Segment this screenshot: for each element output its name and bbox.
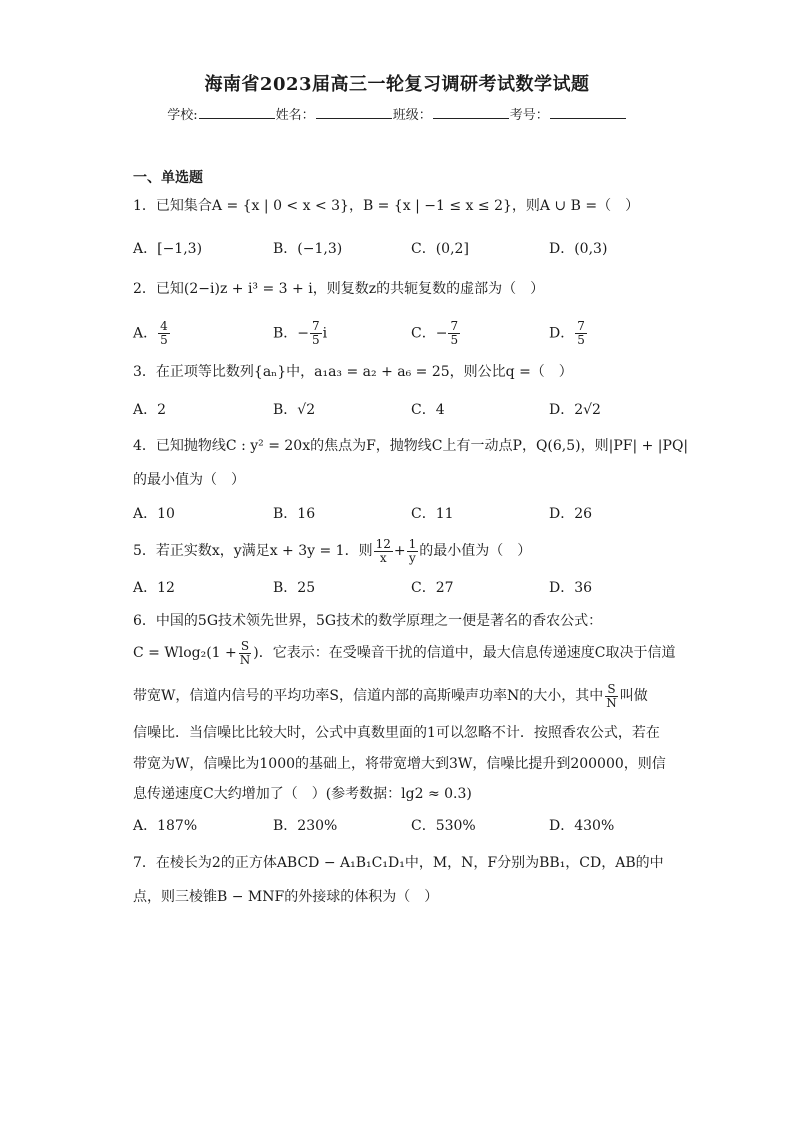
q2-option-b[interactable] — [273, 320, 327, 347]
fraction-suffix: i — [322, 325, 328, 342]
question-6-line-3 — [133, 680, 648, 712]
q6-line3-pre: 带宽W，信道内信号的平均功率S，信道内部的高斯噪声功率N的大小，其中 — [133, 688, 604, 704]
question-6-line-5: 带宽为W，信噪比为1000的基础上，将带宽增大到3W，信噪比提升到200000，则信 — [133, 756, 666, 772]
question-6-line-2 — [133, 636, 675, 670]
q6-option-d[interactable]: D．430% — [549, 818, 615, 834]
fraction-numerator: 7 — [450, 319, 459, 333]
name-blank[interactable] — [316, 106, 392, 119]
q6-line3-post: 叫做 — [619, 688, 648, 704]
question-7-line-1: 7．在棱长为2的正方体ABCD − A₁B₁C₁D₁中，M，N，F分别为BB₁，CD，AB的中 — [133, 855, 664, 871]
q2-option-d[interactable] — [549, 320, 588, 347]
question-2-stem: 2．已知(2−i)z + i³ = 3 + i，则复数z的共轭复数的虚部为（ ） — [133, 281, 545, 297]
question-4-stem: 4．已知抛物线C : y² = 20x的焦点为F，抛物线C上有一动点P，Q(6,5)，则|PF| + |PQ| — [133, 438, 689, 454]
q5-fraction-b — [407, 538, 419, 565]
number-blank[interactable] — [550, 106, 626, 119]
section-heading: 一、单选题 — [133, 170, 203, 186]
q2-option-b-label: B．− — [273, 325, 310, 342]
class-label: 班级： — [392, 108, 432, 123]
q3-option-d[interactable]: D．2√2 — [549, 402, 601, 418]
question-4-options — [133, 503, 693, 525]
fraction-denominator: N — [606, 695, 617, 710]
class-blank[interactable] — [433, 106, 509, 119]
fraction-denominator: x — [379, 550, 387, 565]
question-6-line-6: 息传递速度C大约增加了（ ）(参考数据：lg2 ≈ 0.3) — [133, 786, 472, 802]
q4-option-b[interactable]: B．16 — [273, 506, 316, 522]
fraction-numerator: 7 — [312, 319, 320, 333]
q2-option-b-fraction — [310, 320, 322, 347]
q6-formula-post: )．它表示：在受噪音干扰的信道中，最大信息传递速度C取决于信道 — [253, 645, 676, 661]
question-3-options — [133, 399, 693, 421]
q2-option-a-fraction — [158, 320, 170, 347]
q2-option-c-fraction — [448, 320, 460, 347]
number-label: 考号： — [509, 108, 549, 123]
q5-plus: + — [393, 543, 406, 559]
q6-formula-fraction — [238, 640, 253, 667]
student-info-line — [0, 104, 794, 123]
fraction-denominator: 5 — [312, 333, 320, 347]
fraction-denominator: N — [239, 652, 251, 667]
page-title: 海南省2023届高三一轮复习调研考试数学试题 — [204, 74, 590, 95]
school-label: 学校: — [167, 108, 198, 123]
q5-stem-post: 的最小值为（ ） — [419, 543, 532, 559]
question-3-stem: 3．在正项等比数列{aₙ}中，a₁a₃ = a₂ + a₆ = 25，则公比q =（ ） — [133, 364, 573, 380]
q2-option-c-label: C．− — [411, 325, 448, 342]
q5-option-d[interactable]: D．36 — [549, 580, 593, 596]
question-2-options — [133, 316, 693, 350]
q5-option-c[interactable]: C．27 — [411, 580, 454, 596]
name-label: 姓名： — [275, 108, 315, 123]
q5-option-b[interactable]: B．25 — [273, 580, 316, 596]
q2-option-a[interactable] — [133, 320, 171, 347]
q1-option-c[interactable]: C．(0,2] — [411, 241, 469, 257]
fraction-numerator: 7 — [577, 319, 585, 333]
question-1-stem: 1．已知集合A = {x | 0 < x < 3}，B = {x | −1 ≤ x ≤ 2}，则A ∪ B =（ ） — [133, 198, 640, 214]
q6-line3-fraction — [604, 683, 619, 710]
question-5-stem — [133, 536, 531, 566]
school-blank[interactable] — [199, 106, 275, 119]
q3-option-b[interactable]: B．√2 — [273, 402, 316, 418]
q4-option-d[interactable]: D．26 — [549, 506, 593, 522]
q1-option-d[interactable]: D．(0,3) — [549, 241, 608, 257]
q4-option-a[interactable]: A．10 — [133, 506, 175, 522]
fraction-numerator: 1 — [408, 536, 417, 551]
q2-option-d-label: D． — [549, 325, 575, 342]
question-7-line-2: 点，则三棱锥B − MNF的外接球的体积为（ ） — [133, 889, 439, 905]
question-5-options — [133, 577, 693, 599]
question-1-options — [133, 238, 693, 260]
q6-option-b[interactable]: B．230% — [273, 818, 338, 834]
fraction-numerator: 12 — [375, 536, 391, 551]
q5-option-a[interactable]: A．12 — [133, 580, 175, 596]
q1-option-a[interactable]: A．[−1,3) — [133, 241, 203, 257]
q2-option-a-label: A． — [133, 325, 158, 342]
q2-option-c[interactable] — [411, 320, 461, 347]
q6-option-c[interactable]: C．530% — [411, 818, 476, 834]
fraction-denominator: y — [409, 550, 416, 565]
q3-option-a[interactable]: A．2 — [133, 402, 167, 418]
q6-formula-pre: C = Wlog₂(1 + — [133, 645, 237, 661]
question-6-options — [133, 815, 693, 837]
fraction-numerator: 4 — [160, 319, 168, 333]
q4-option-c[interactable]: C．11 — [411, 506, 454, 522]
question-4-stem-cont: 的最小值为（ ） — [133, 472, 245, 488]
fraction-denominator: 5 — [450, 333, 459, 347]
question-6-line-4: 信噪比．当信噪比比较大时，公式中真数里面的1可以忽略不计．按照香农公式，若在 — [133, 725, 660, 741]
q1-option-b[interactable]: B．(−1,3) — [273, 241, 343, 257]
q2-option-d-fraction — [575, 320, 587, 347]
fraction-denominator: 5 — [577, 333, 585, 347]
q3-option-c[interactable]: C．4 — [411, 402, 445, 418]
fraction-denominator: 5 — [160, 333, 168, 347]
fraction-numerator: S — [607, 681, 616, 696]
question-6-line-1: 6．中国的5G技术领先世界，5G技术的数学原理之一便是著名的香农公式： — [133, 613, 603, 629]
fraction-numerator: S — [240, 638, 250, 653]
q6-option-a[interactable]: A．187% — [133, 818, 198, 834]
q5-stem-pre: 5．若正实数x，y满足x + 3y = 1．则 — [133, 543, 373, 559]
q5-fraction-a — [374, 538, 393, 565]
